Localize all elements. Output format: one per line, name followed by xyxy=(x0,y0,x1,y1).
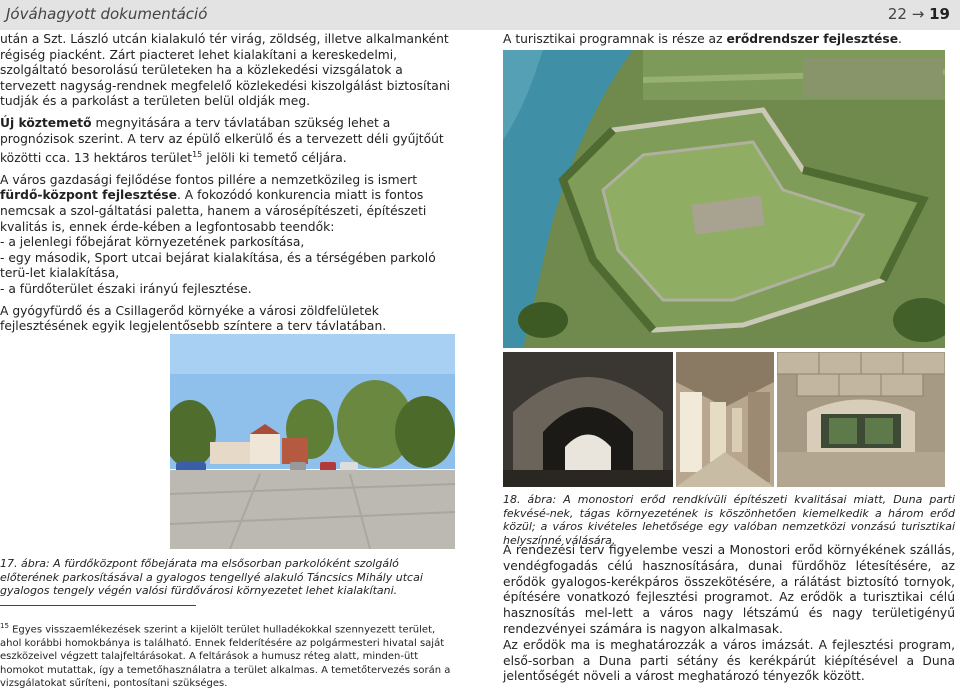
footnote-text: Egyes visszaemlékezések szerint a kijelölt terület hulladékokkal szennyezett terület, ahol korábbi homokbánya is található. Ennek felderítésére az polgármesteri hivatal saját eszközeivel végzett talajfeltárásokat. A feltárások a humusz réteg alatt, minden-ütt homokot mutattak, így a temetőhasználatra a terület alkalmas. A temetőtervezés során a vizsgálatokat sűríteni, pontosítani szükséges. xyxy=(0,624,451,690)
vault-tunnel-illustration xyxy=(503,352,673,487)
page-to: 19 xyxy=(929,5,950,23)
photo-fortress-window xyxy=(777,352,945,487)
footnote-divider xyxy=(0,605,196,606)
figure-18-caption: 18. ábra: A monostori erőd rendkívüli építészeti kvalitásai miatt, Duna parti fekvésé-nek, tágas környezetének is köszönhetően kiemelkedik a három erőd közül; a város kivételes lehetősége egy valóban nemzetközi vonzású turisztikai helyszínné válására. xyxy=(503,493,955,547)
list-item: - a jelenlegi főbejárat környezetének parkosítása, xyxy=(0,235,305,250)
paragraph-cemetery xyxy=(0,116,455,167)
fortress-intro xyxy=(503,32,953,47)
list-item: - egy második, Sport utcai bejárat kialakítása, és a térségében parkoló terü-let kialakítása, xyxy=(0,250,436,281)
paragraph-image: Az erődök ma is meghatározzák a város imázsát. A fejlesztési program, első-sorban a Duna parti sétány és kerékpárút kiépítésével a Duna jelentőségét növeli a várost meghatározó tényezők között. xyxy=(503,637,955,684)
paragraph-spa xyxy=(0,173,455,235)
page-arrow: → xyxy=(911,5,925,23)
photo-arcade-corridor xyxy=(676,352,774,487)
spa-bold: fürdő-központ fejlesztése xyxy=(0,188,177,203)
footnote xyxy=(0,620,455,691)
fortress-intro-text: A turisztikai programnak is része az xyxy=(503,32,727,46)
cemetery-heading: Új köztemető xyxy=(0,115,92,130)
spa-task-list xyxy=(0,235,455,297)
list-item: - a fürdőterület északi irányú fejlesztése. xyxy=(0,282,252,296)
fortress-intro-bold: erődrendszer fejlesztése xyxy=(726,32,899,46)
footnote-ref: 15 xyxy=(192,150,203,160)
page-from: 22 xyxy=(887,5,907,23)
footnote-number: 15 xyxy=(0,622,9,630)
figure-17-caption: 17. ábra: A fürdőközpont főbejárata ma elsősorban parkolóként szolgáló előterének parkosításával a gyalogos tengellyé alakuló Táncsics Mihály utcai gyalogos tengely végén valósi fürdővárosi környezetet lehet kialakítani. xyxy=(0,557,423,597)
paragraph-market: után a Szt. László utcán kialakuló tér virág, zöldség, illetve alkalmanként régiség piacként. Zárt piacteret lehet kialakítani a kereskedelmi, szolgáltató besorolású területeken ha a közlekedési vizsgálatok a tervezett nagyság-rendnek megfelelő közlekedési kiszolgálást biztosítani tudják és a parkolást a területen belül oldják meg. xyxy=(0,32,451,109)
spa-text-a: A város gazdasági fejlődése fontos pillére a nemzetközileg is ismert xyxy=(0,172,418,187)
right-body xyxy=(503,543,955,685)
document-title: Jóváhagyott dokumentáció xyxy=(6,5,208,23)
page-header xyxy=(0,0,960,30)
paragraph-green: A gyógyfürdő és a Csillagerőd környéke a városi zöldfelületek fejlesztésének egyik legjelentősebb színtere a terv távlatában. xyxy=(0,303,387,334)
fortress-window-illustration xyxy=(777,352,945,487)
page-number xyxy=(888,5,950,23)
arcade-corridor-illustration xyxy=(676,352,774,487)
spa-text-b: . A fokozódó konkurencia miatt is fontos nemcsak a szol-gáltatási paletta, hanem a városépítészeti, építészeti kvalitás is, ennek érde-kében a legfontosabb teendők: xyxy=(0,188,427,234)
paragraph-monostor: A rendezési terv figyelembe veszi a Monostori erőd környékének szállás, vendégfogadás célú hasznosítására, dunai fürdőhöz létesítésére, az erődök gyalogos-kerékpáros összekötésére, a rálátást biztosító tornyok, építésére vonatkozó fejlesztési programot. Az erődök a turisztikai célú hasznosítás mel-lett a város nagy létszámú és nagy területigényű rendezvényei számára is nagyon alkalmasak. xyxy=(503,543,955,636)
spa-entrance-illustration xyxy=(170,334,455,549)
photo-fortress-aerial xyxy=(503,50,945,348)
photo-vault-tunnel xyxy=(503,352,673,487)
cemetery-text-end: jelöli ki temető céljára. xyxy=(202,151,347,166)
fortress-intro-end: . xyxy=(898,32,902,46)
left-column xyxy=(0,32,455,341)
fortress-aerial-illustration xyxy=(503,50,945,348)
photo-spa-entrance xyxy=(170,334,455,549)
cemetery-text: megnyitására a terv távlatában szükség lehet a prognózisok szerint. A terv az épülő elkerülő és a tervezett déli gyűjtőút közötti cca. 13 hektáros terület xyxy=(0,115,444,166)
